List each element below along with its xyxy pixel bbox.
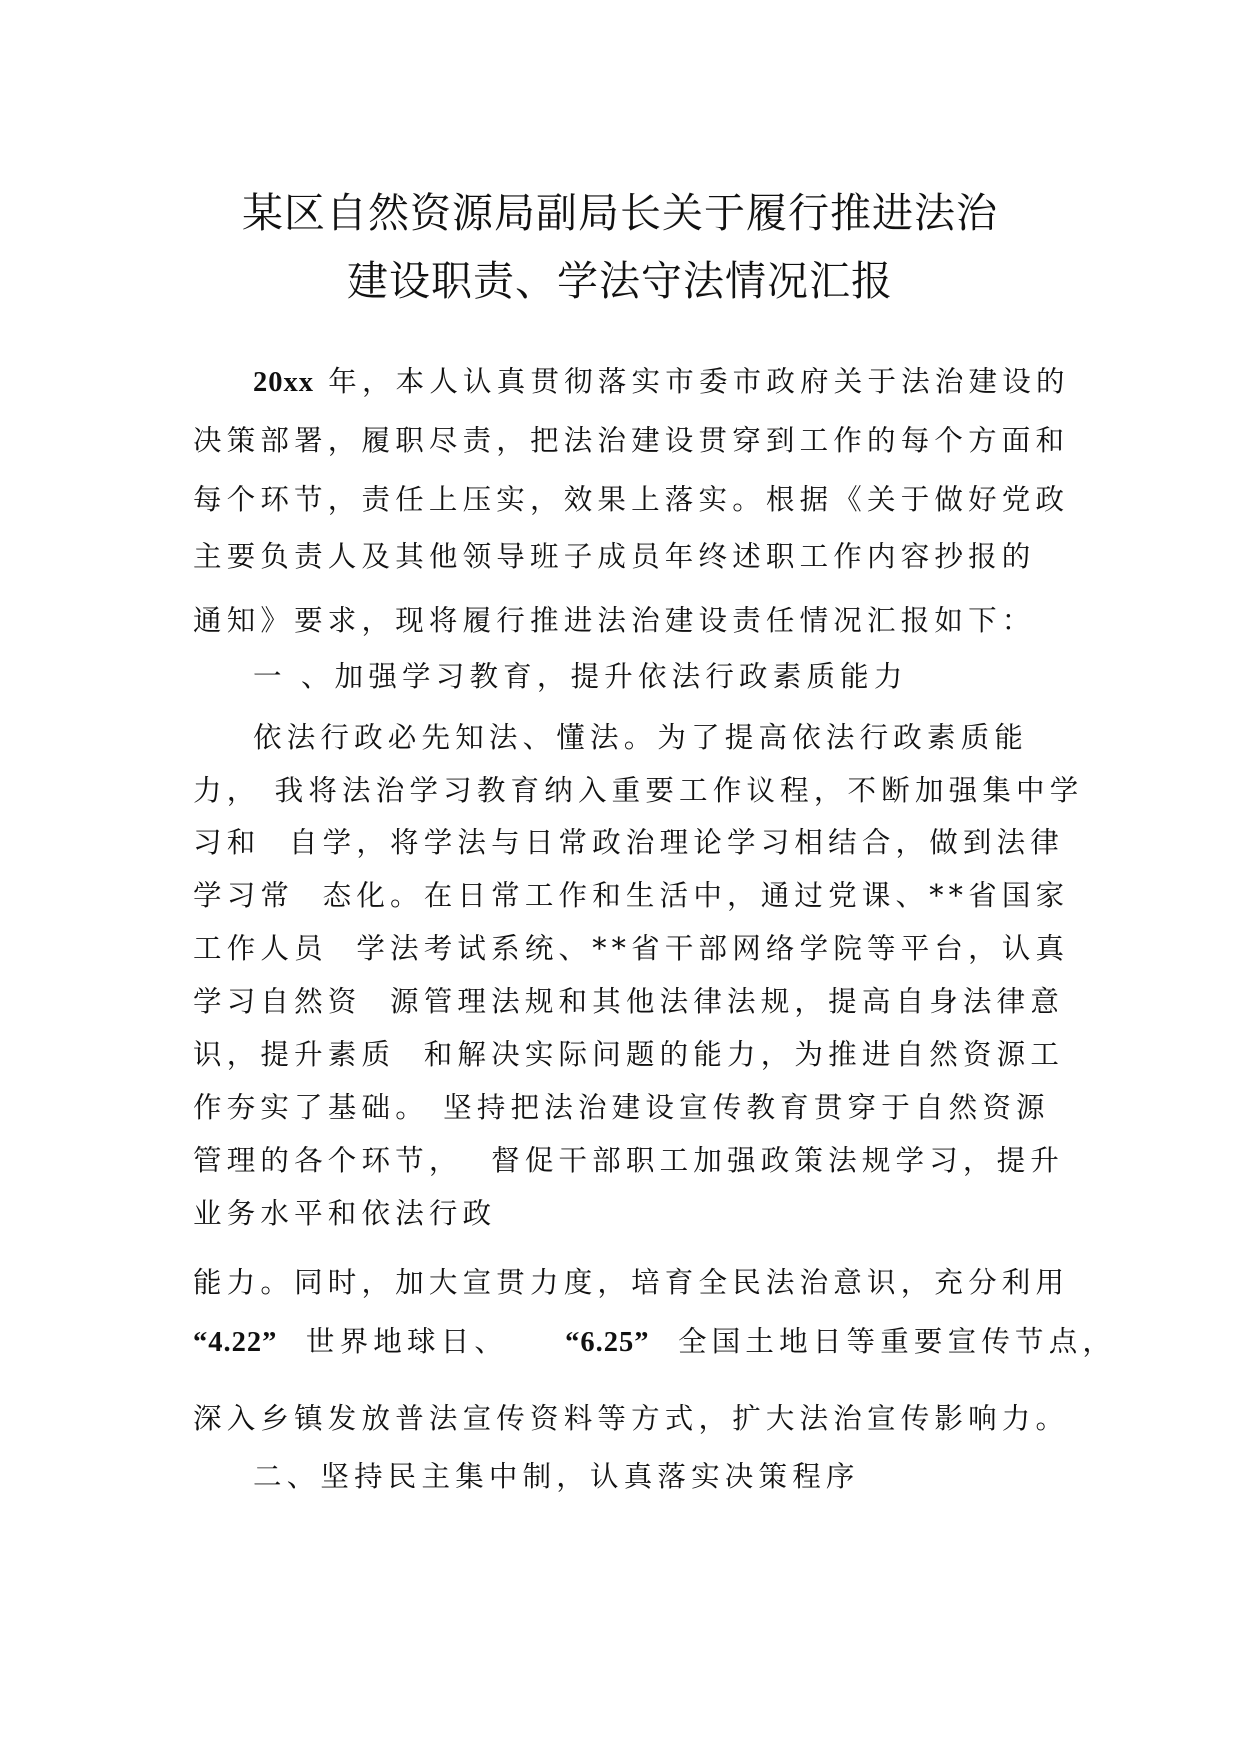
body-line: 主要负责人及其他领导班子成员年终述职工作内容抄报的 [193,540,1036,573]
body-line: 依法行政必先知法、懂法。为了提高依法行政素质能 [253,721,1029,754]
body-line: 决策部署，履职尽责，把法治建设贯穿到工作的每个方面和 [193,424,1070,457]
quote-date-1: “4.22” [193,1327,278,1358]
document-title-line-2: 建设职责、学法守法情况汇报 [347,257,893,305]
document-title-line-1: 某区自然资源局副局长关于履行推进法治 [242,189,998,237]
body-line: 每个环节，责任上压实，效果上落实。根据《关于做好党政 [193,483,1070,516]
body-line: 工作人员 学法考试系统、**省干部网络学院等平台，认真 [193,932,1070,965]
quote-date-2: “6.25” [565,1327,650,1358]
year-text: 20xx [253,367,314,398]
body-line: 识，提升素质 和解决实际问题的能力，为推进自然资源工 [193,1038,1065,1071]
body-line: 学习常 态化。在日常工作和生活中，通过党课、**省国家 [193,879,1070,912]
body-line: 深入乡镇发放普法宣传资料等方式，扩大法治宣传影响力。 [193,1402,1070,1435]
body-line: 学习自然资 源管理法规和其他法律法规，提高自身法律意 [193,985,1065,1018]
body-line: 作夯实了基础。 坚持把法治建设宣传教育贯穿于自然资源 [193,1091,1050,1124]
body-line: 业务水平和依法行政 [193,1197,497,1230]
body-line: 通知》要求，现将履行推进法治建设责任情况汇报如下： [193,604,1036,637]
body-line: 20xx 年，本人认真贯彻落实市委市政府关于法治建设的 [253,365,1070,398]
body-line: 管理的各个环节， 督促干部职工加强政策法规学习，提升 [193,1144,1065,1177]
body-line: 能力。同时，加大宣贯力度，培育全民法治意识，充分利用 [193,1266,1070,1299]
body-line: “4.22” 世界地球日、 “6.25” 全国土地日等重要宣传节点， [193,1325,1117,1358]
body-line: 习和 自学，将学法与日常政治理论学习相结合，做到法律 [193,826,1065,859]
section-heading-1: 一 、加强学习教育，提升依法行政素质能力 [253,660,908,693]
body-line: 力， 我将法治学习教育纳入重要工作议程，不断加强集中学 [193,774,1084,807]
section-heading-2: 二、坚持民主集中制，认真落实决策程序 [253,1460,860,1493]
